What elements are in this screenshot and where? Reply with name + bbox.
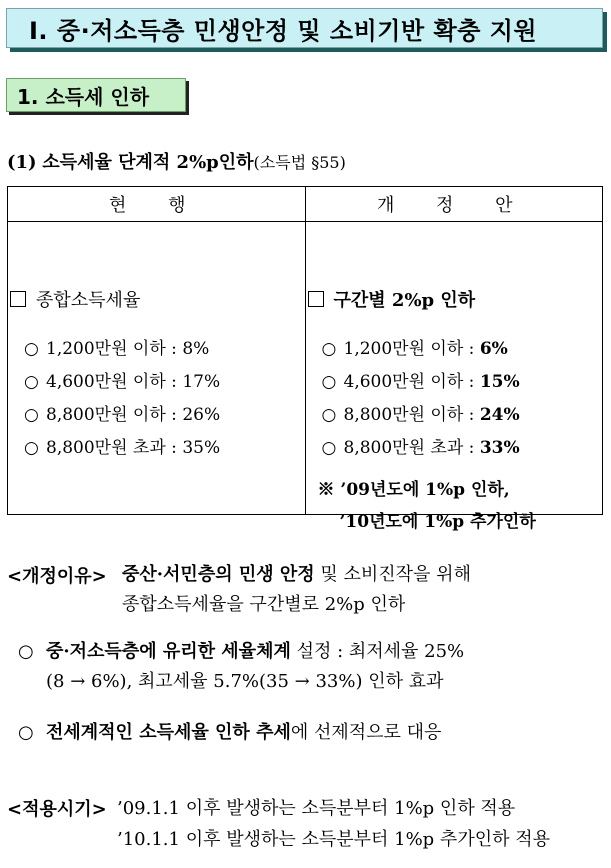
- bullet-circle-icon: ○: [18, 722, 34, 743]
- list-item: ○ 8,800만원 초과 : 33%: [321, 438, 520, 458]
- list-item: ○ 4,600만원 이하 : 17%: [24, 372, 221, 392]
- reason-bullet-2: ○ 전세계적인 소득세율 인하 추세에 선제적으로 대응: [18, 718, 606, 748]
- bullet-circle-icon: ○: [321, 438, 337, 458]
- subsection-ref: (소득법 §55): [253, 153, 346, 172]
- bullet-circle-icon: ○: [24, 372, 39, 392]
- timing-text: ’09.1.1 이후 발생하는 소득분부터 1%p 인하 적용 ’10.1.1 이후 발생하는 소득분부터 1%p 추가인하 적용: [117, 798, 550, 850]
- bullet-circle-icon: ○: [18, 641, 34, 662]
- bullet-circle-icon: ○: [24, 405, 39, 425]
- subsection-number: (1): [7, 152, 37, 173]
- current-cell: [8, 222, 306, 515]
- comparison-table: [7, 186, 603, 532]
- reason-bullet-1: ○ 중·저소득층에 유리한 세율체계 설정 : 최저세율 25% (8 → 6%), 최고세율 5.7%(35 → 33%) 인하 효과: [18, 637, 606, 697]
- current-caption: 종합소득세율: [10, 286, 140, 312]
- bullet-circle-icon: ○: [24, 438, 39, 458]
- reason-text: 중산·서민층의 민생 안정 및 소비진작을 위해 종합소득세율을 구간별로 2%p 인하: [122, 564, 471, 615]
- section-heading: 1. 소득세 인하: [6, 78, 186, 112]
- bullet-circle-icon: ○: [321, 339, 337, 359]
- list-item: ○ 1,200만원 이하 : 6%: [321, 339, 508, 359]
- list-item: ○ 1,200만원 이하 : 8%: [24, 339, 210, 359]
- header-current: 현 행: [8, 187, 306, 222]
- reason-label: <개정이유>: [7, 566, 107, 587]
- current-rate-list: [24, 334, 220, 466]
- header-proposed: 개 정 안: [305, 187, 603, 222]
- subsection-heading: [7, 148, 346, 174]
- list-item: ○ 4,600만원 이하 : 15%: [321, 372, 520, 392]
- checkbox-square-icon: [10, 291, 26, 307]
- list-item: ○ 8,800만원 이하 : 26%: [24, 405, 221, 425]
- bullet-circle-icon: ○: [321, 372, 337, 392]
- list-item: ○ 8,800만원 이하 : 24%: [321, 405, 520, 425]
- proposed-cell: [305, 222, 603, 532]
- page-title: Ⅰ. 중·저소득층 민생안정 및 소비기반 확충 지원: [6, 8, 603, 48]
- bullet-circle-icon: ○: [321, 405, 337, 425]
- timing-label: <적용시기>: [7, 799, 107, 820]
- checkbox-square-icon: [308, 291, 324, 307]
- list-item: ○ 8,800만원 초과 : 35%: [24, 438, 221, 458]
- table-header-row: [8, 187, 603, 222]
- subsection-title: 소득세율 단계적 2%p인하: [42, 152, 254, 173]
- proposal-note: ※ ’09년도에 1%p 인하, ’10년도에 1%p 추가인하: [317, 480, 536, 532]
- proposed-caption: 구간별 2%p 인하: [308, 286, 476, 312]
- proposed-rate-list: [322, 334, 520, 466]
- bullet-circle-icon: ○: [24, 339, 39, 359]
